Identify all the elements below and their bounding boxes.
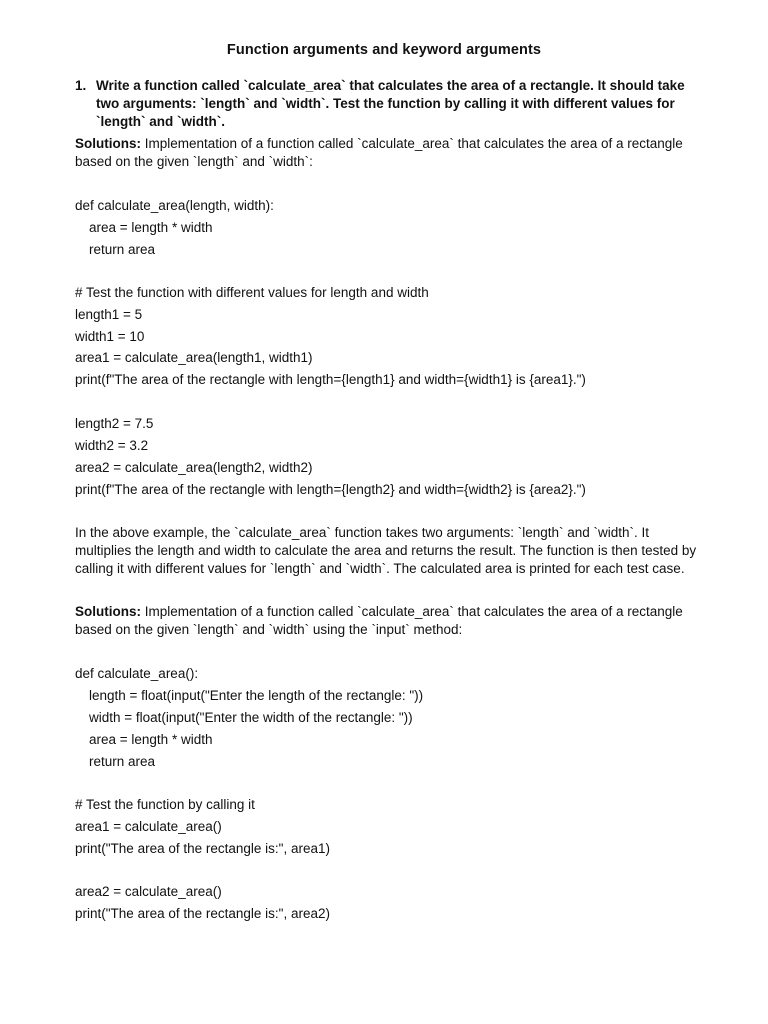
code-line: area2 = calculate_area(length2, width2) — [75, 460, 313, 475]
code-line: area1 = calculate_area() — [75, 819, 222, 834]
code-line: length2 = 7.5 — [75, 416, 154, 431]
solution-text: Implementation of a function called `calculate_area` that calculates the area of a rectangle based on the given `length` and `width` using the `input` method: — [75, 604, 683, 637]
code-line: area2 = calculate_area() — [75, 884, 222, 899]
question-item — [75, 77, 695, 131]
code-line: print("The area of the rectangle is:", area2) — [75, 906, 330, 921]
code-line: return area — [89, 242, 156, 257]
code-line: print(f"The area of the rectangle with length={length2} and width={width2} is {area2}.") — [75, 482, 586, 497]
code-line: def calculate_area(length, width): — [75, 198, 274, 213]
solution-label: Solutions: — [75, 136, 141, 151]
code-line: area1 = calculate_area(length1, width1) — [75, 350, 313, 365]
code-line: area = length * width — [89, 732, 213, 747]
code-line: return area — [89, 754, 156, 769]
code-line: length1 = 5 — [75, 307, 143, 322]
code-line: area = length * width — [89, 220, 213, 235]
solution-paragraph-1 — [75, 135, 700, 171]
question-number: 1. — [75, 78, 87, 93]
code-comment: # Test the function with different values for length and width — [75, 285, 429, 300]
solution-paragraph-2 — [75, 603, 700, 639]
code-line: width = float(input("Enter the width of the rectangle: ")) — [89, 710, 413, 725]
solution-text: Implementation of a function called `calculate_area` that calculates the area of a rectangle based on the given `length` and `width`: — [75, 136, 683, 169]
code-comment: # Test the function by calling it — [75, 797, 255, 812]
code-line: length = float(input("Enter the length of the rectangle: ")) — [89, 688, 424, 703]
code-line: width1 = 10 — [75, 329, 145, 344]
code-line: print(f"The area of the rectangle with length={length1} and width={width1} is {area1}.") — [75, 372, 586, 387]
document-title: Function arguments and keyword arguments — [226, 42, 542, 58]
explanation-paragraph: In the above example, the `calculate_area` function takes two arguments: `length` and `width`. It multiplies the length and width to calculate the area and returns the result. The function is then tested by calling it with different values for `length` and `width`. The calculated area is printed for each test case. — [75, 525, 697, 576]
solution-label: Solutions: — [75, 604, 141, 619]
code-line: def calculate_area(): — [75, 666, 199, 681]
question-text: Write a function called `calculate_area` that calculates the area of a rectangle. It should take two arguments: `length` and `width`. Test the function by calling it with different values for `length` and `width`. — [96, 78, 685, 129]
code-line: width2 = 3.2 — [75, 438, 149, 453]
code-line: print("The area of the rectangle is:", area1) — [75, 841, 330, 856]
